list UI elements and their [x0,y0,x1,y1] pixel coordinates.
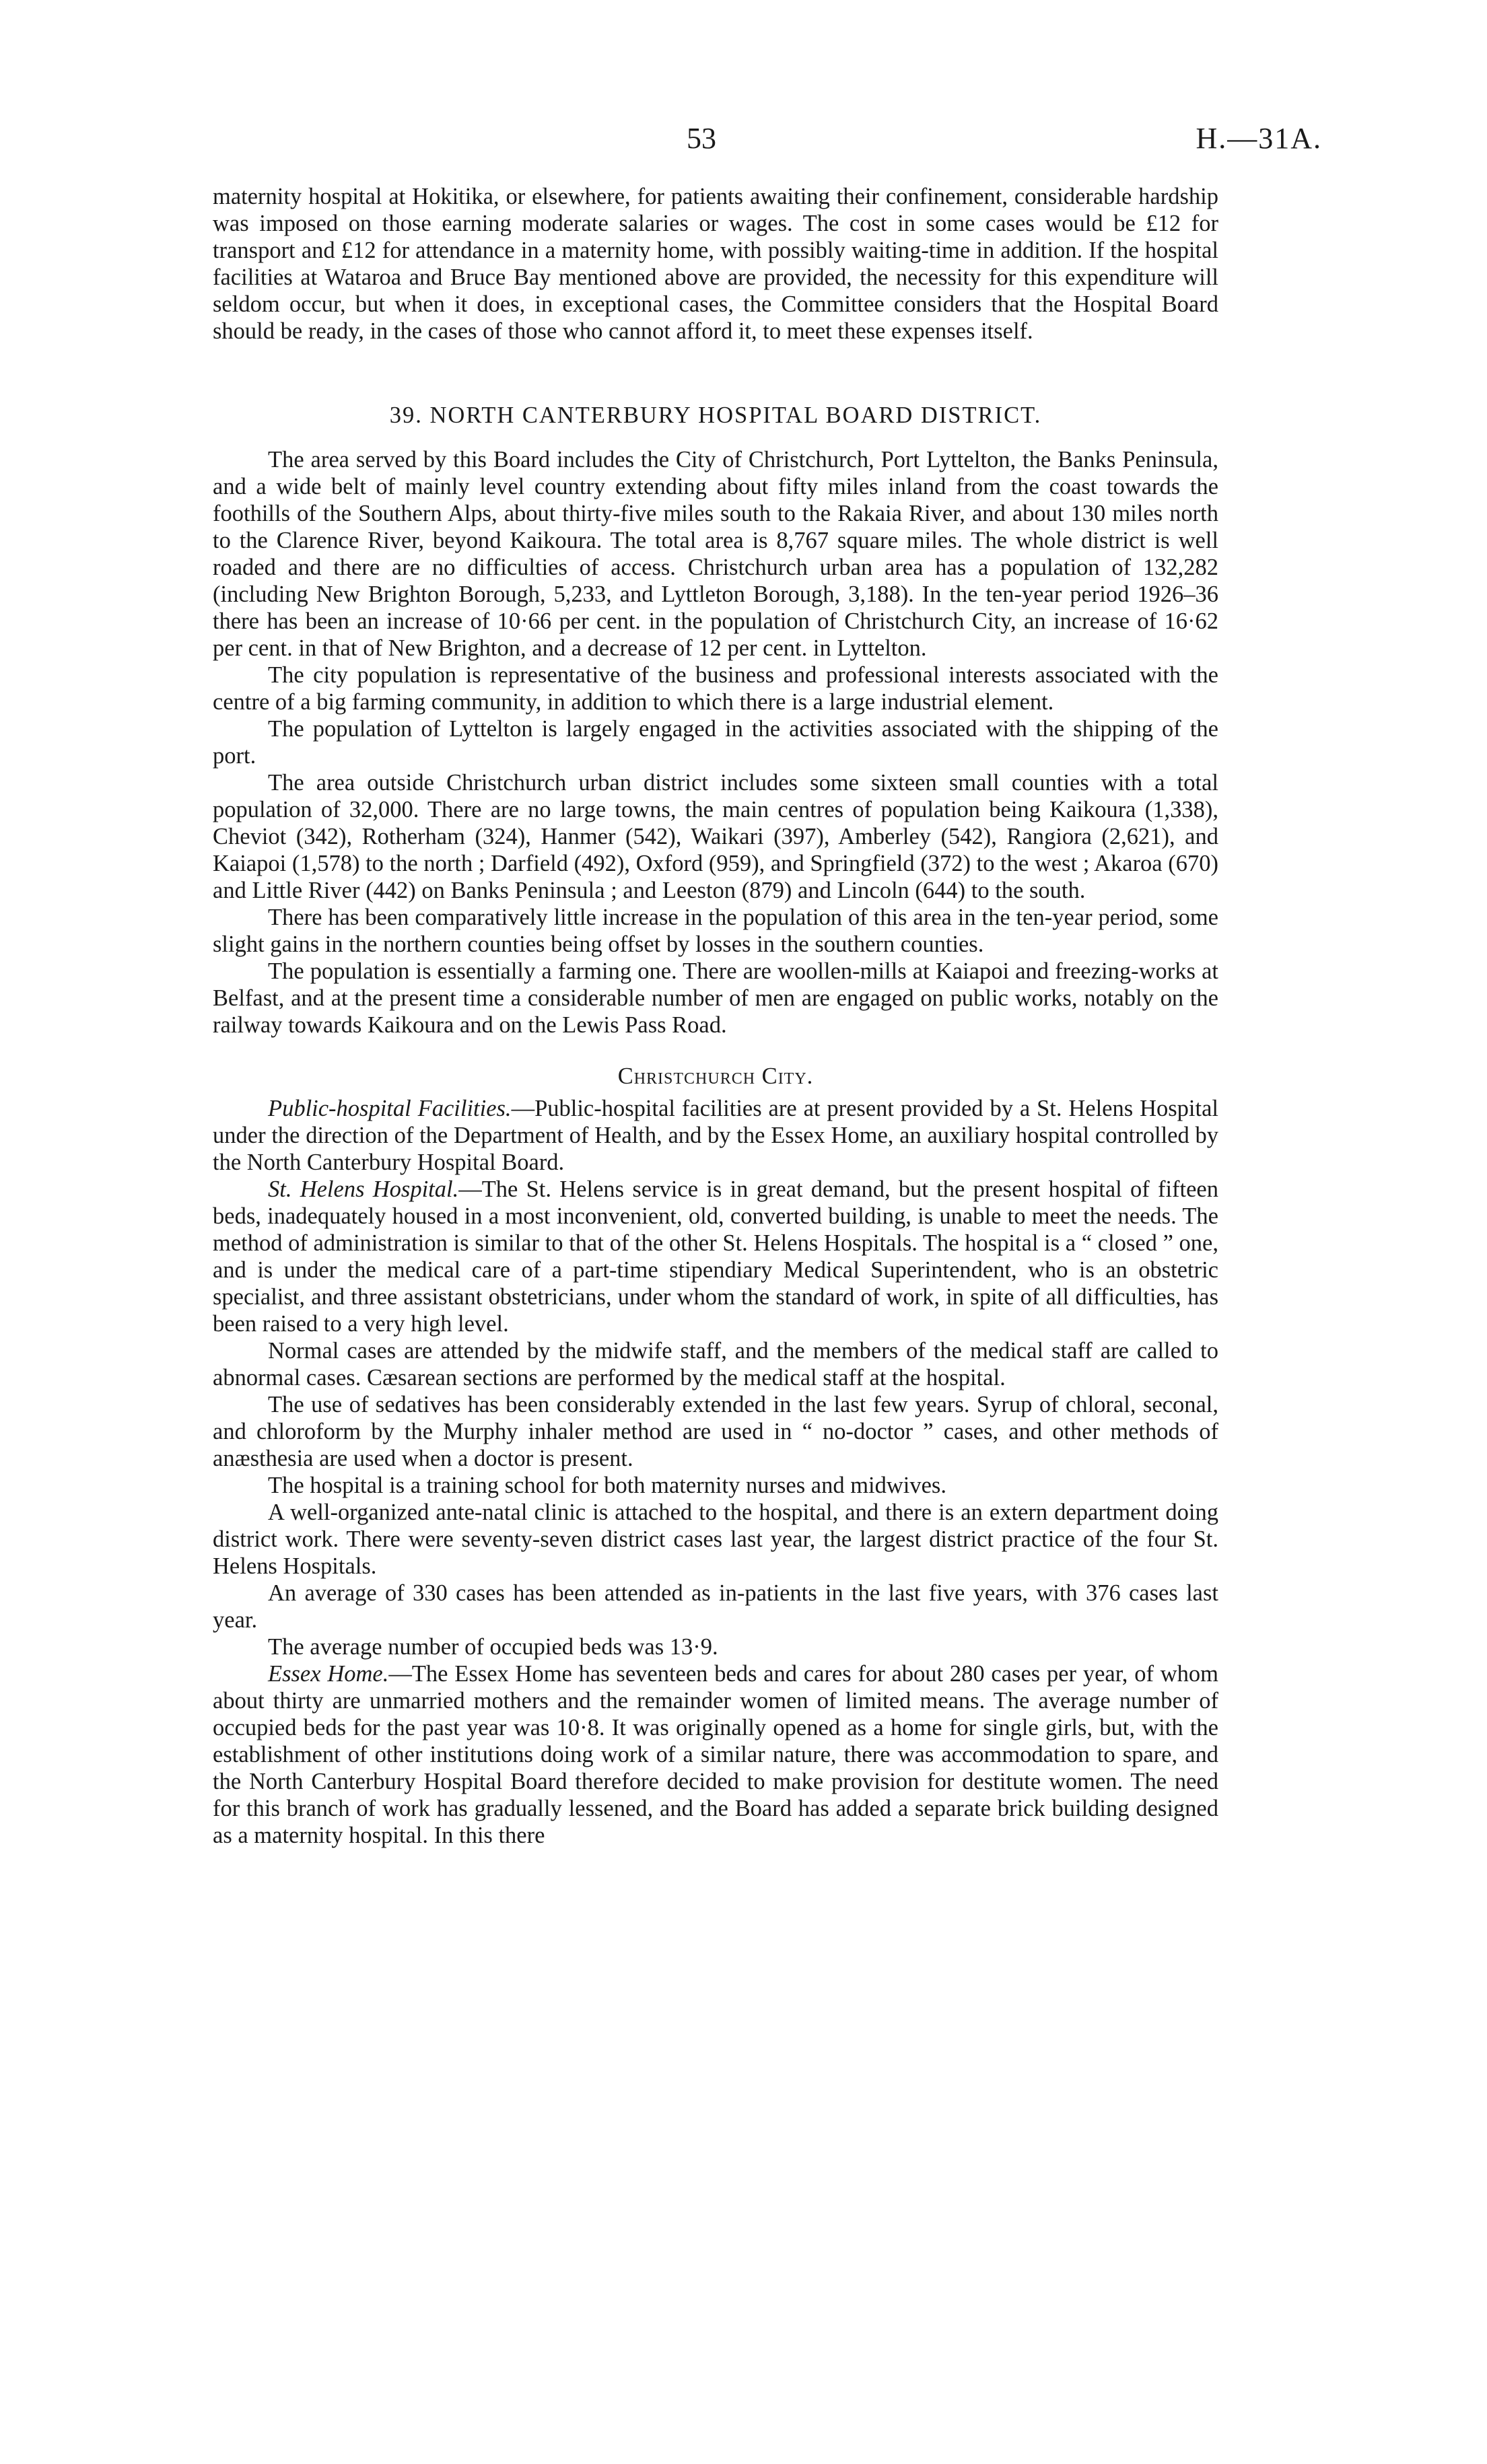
essex-home-paragraph [213,1660,1218,1849]
public-facilities-paragraph [213,1095,1218,1176]
paragraph-training-school: The hospital is a training school for both maternity nurses and midwives. [268,1473,946,1498]
public-facilities-lead: Public-hospital Facilities. [268,1096,512,1121]
page-number: 53 [687,122,716,155]
paragraph-occupied-beds: The average number of occupied beds was 13·9. [268,1634,718,1660]
st-helens-text: —The St. Helens service is in great demand, but the present hospital of fifteen beds, inadequately housed in a most inconvenient, old, converted building, is unable to meet the needs. The method of administration is similar to that of the other St. Helens Hospitals. The hospital is a “ closed ” one, and is under the medical care of a part-time stipendiary Medical Superintendent, who is an obstetric specialist, and three assistant obstetricians, under whom the standard of work, in spite of all difficulties, has been raised to a very high level. [213,1176,1218,1337]
section-paragraph-area: The area served by this Board includes the City of Christchurch, Port Lyttelton, the Banks Peninsula, and a wide belt of mainly level country extending about fifty miles inland from the coast towards the foothills of the Southern Alps, about thirty-five miles south to the Rakaia River, and about 130 miles north to the Clarence River, beyond Kaikoura. The total area is 8,767 square miles. The whole district is well roaded and there are no difficulties of access. Christchurch urban area has a population of 132,282 (including New Brighton Borough, 5,233, and Lyttleton Borough, 3,188). In the ten-year period 1926–36 there has been an increase of 10·66 per cent. in the population of Christchurch City, an increase of 16·62 per cent. in that of New Brighton, and a decrease of 12 per cent. in Lyttelton. [213,447,1218,661]
section-paragraph-lyttelton: The population of Lyttelton is largely engaged in the activities associated with the shipping of the port. [213,716,1218,769]
section-paragraph-city-population: The city population is representative of the business and professional interests associated with the centre of a big farming community, in addition to which there is a large industrial element. [213,662,1218,715]
public-facilities-text: —Public-hospital facilities are at present provided by a St. Helens Hospital under the direction of the Department of Health, and by the Essex Home, an auxiliary hospital controlled by the North Canterbury Hospital Board. [213,1096,1218,1175]
st-helens-paragraph [213,1176,1218,1337]
section-paragraph-counties: The area outside Christchurch urban district includes some sixteen small counties with a total population of 32,000. There are no large towns, the main centres of population being Kaikoura (1,338), Cheviot (342), Rotherham (324), Hanmer (542), Waikari (397), Amberley (542), Rangiora (2,621), and Kaiapoi (1,578) to the north ; Darfield (492), Oxford (959), and Springfield (372) to the west ; Akaroa (670) and Little River (442) on Banks Peninsula ; and Leeston (879) and Lincoln (644) to the south. [213,770,1218,903]
paragraph-sedatives: The use of sedatives has been considerably extended in the last few years. Syrup of chloral, seconal, and chloroform by the Murphy inhaler method are used in “ no-doctor ” cases, and other methods of anæsthesia are used when a doctor is present. [213,1392,1218,1471]
essex-home-lead: Essex Home. [268,1661,389,1687]
paragraph-ante-natal-clinic: A well-organized ante-natal clinic is attached to the hospital, and there is an extern department doing district work. There were seventy-seven district cases last year, the largest district practice of the four St. Helens Hospitals. [213,1500,1218,1579]
st-helens-lead: St. Helens Hospital. [268,1176,459,1202]
subsection-heading: Christchurch City. [617,1063,814,1089]
paragraph-in-patients: An average of 330 cases has been attended as in-patients in the last five years, with 376 cases last year. [213,1580,1218,1633]
section-title: 39. NORTH CANTERBURY HOSPITAL BOARD DISTRICT. [389,402,1042,428]
opening-paragraph: maternity hospital at Hokitika, or elsewhere, for patients awaiting their confinement, considerable hardship was imposed on those earning moderate salaries or wages. The cost in some cases would be £12 for transport and £12 for attendance in a maternity home, with possibly waiting-time in addition. If the hospital facilities at Wataroa and Bruce Bay mentioned above are provided, the necessity for this expenditure will seldom occur, but when it does, in exceptional cases, the Committee considers that the Hospital Board should be ready, in the cases of those who cannot afford it, to meet these expenses itself. [213,184,1218,344]
page-header [0,121,1487,162]
document-reference: H.—31A. [1196,122,1322,155]
section-paragraph-population-change: There has been comparatively little increase in the population of this area in the ten-year period, some slight gains in the northern counties being offset by losses in the southern counties. [213,905,1218,957]
section-paragraph-farming: The population is essentially a farming one. There are woollen-mills at Kaiapoi and freezing-works at Belfast, and at the present time a considerable number of men are engaged on public works, notably on the railway towards Kaikoura and on the Lewis Pass Road. [213,958,1218,1038]
essex-home-text: —The Essex Home has seventeen beds and cares for about 280 cases per year, of whom about thirty are unmarried mothers and the remainder women of limited means. The average number of occupied beds for the past year was 10·8. It was originally opened as a home for single girls, but, with the establishment of other institutions doing work of a similar nature, there was accommodation to spare, and the North Canterbury Hospital Board therefore decided to make provision for destitute women. The need for this branch of work has gradually lessened, and the Board has added a separate brick building designed as a maternity hospital. In this there [213,1661,1218,1848]
document-body [213,183,1218,1849]
paragraph-normal-cases: Normal cases are attended by the midwife staff, and the members of the medical staff are called to abnormal cases. Cæsarean sections are performed by the medical staff at the hospital. [213,1338,1218,1391]
